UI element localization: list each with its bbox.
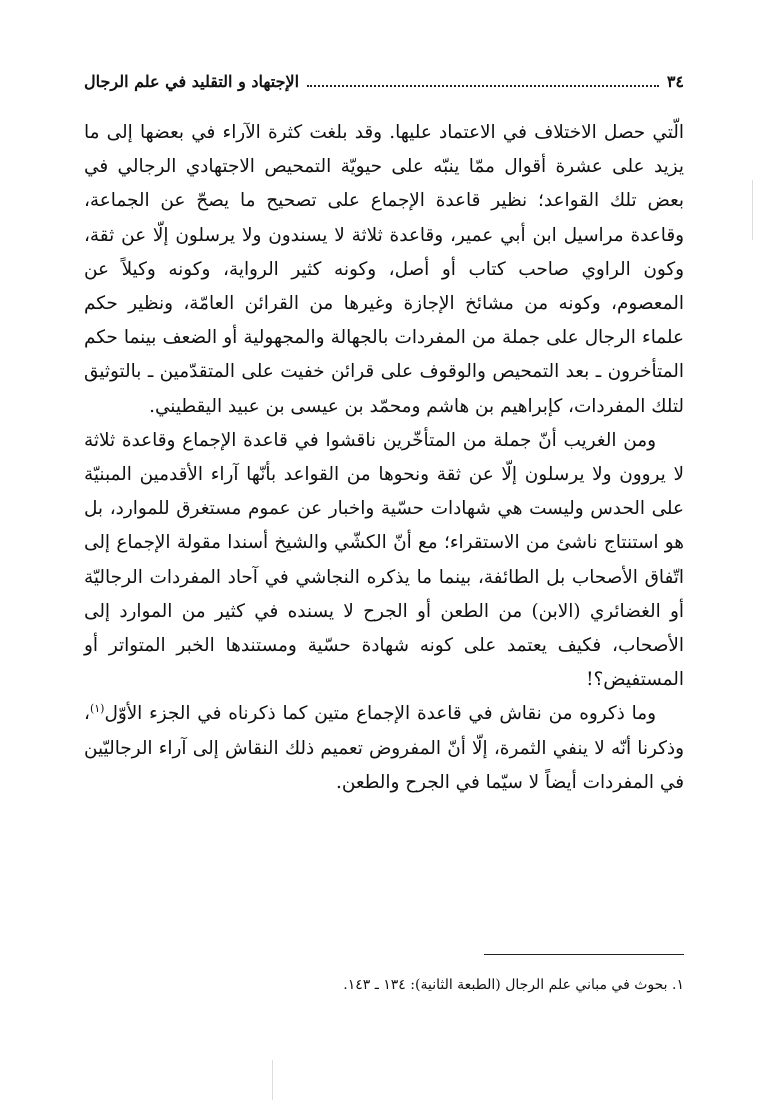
running-header bbox=[84, 68, 684, 94]
running-title: الإجتهاد و التقليد في علم الرجال bbox=[84, 71, 300, 91]
paragraph-3 bbox=[84, 697, 684, 800]
paragraph-2-text: ومن الغريب أنّ جملة من المتأخّرين ناقشوا في قاعدة الإجماع وقاعدة ثلاثة لا يروون ولا يرسلون إلّا عن ثقة ونحوها من القواعد بأنّها آراء الأقدمين المبنيّة على الحدس وليست هي شهادات حسّية واخبار عن عموم مستغرق للموارد، بل هو استنتاج ناشئ من الاستقراء؛ مع أنّ الكشّي والشيخ أسندا مقولة الإجماع إلى اتّفاق الأصحاب بل الطائفة، بينما ما يذكره النجاشي في آحاد المفردات الرجاليّة أو الغضائري (الابن) من الطعن أو الجرح لا يسنده في كثير من الموارد إلى الأصحاب، فكيف يعتمد على كونه شهادة حسّية ومستندها الخبر المتواتر أو المستفيض؟! bbox=[84, 429, 684, 691]
body-text bbox=[84, 116, 684, 800]
scan-edge-mark bbox=[752, 180, 753, 240]
footnote-text: ١. بحوث في مباني علم الرجال (الطبعة الثانية): ١٣٤ ـ ١٤٣. bbox=[343, 977, 684, 993]
header-leader-dots bbox=[307, 73, 659, 87]
page-number: ٣٤ bbox=[666, 71, 684, 91]
scan-edge-mark bbox=[272, 1060, 273, 1100]
paragraph-3-text: وما ذكروه من نقاش في قاعدة الإجماع متين كما ذكرناه في الجزء الأوّل bbox=[104, 703, 656, 725]
footnote-reference: (١) bbox=[89, 702, 105, 716]
paragraph-1 bbox=[84, 116, 684, 424]
paragraph-1-text: الّتي حصل الاختلاف في الاعتماد عليها. وقد بلغت كثرة الآراء في بعضها إلى ما يزيد على عشرة أقوال ممّا ينبّه على حيويّة التمحيص الاجتهادي الرجالي في بعض تلك القواعد؛ نظير قاعدة الإجماع على تصحيح ما يصحّ عن الجماعة، وقاعدة مراسيل ابن أبي عمير، وقاعدة ثلاثة لا يسندون ولا يرسلون إلّا عن ثقة، وكون الراوي صاحب كتاب أو أصل، وكونه كثير الرواية، وكونه وكيلاً عن المعصوم، وكونه من مشائخ الإجازة وغيرها من القرائن العامّة، ونظير حكم علماء الرجال على جملة من المفردات بالجهالة والمجهولية أو الضعف بينما حكم المتأخرون ـ بعد التمحيص والوقوف على قرائن خفيت على المتقدّمين ـ بالتوثيق لتلك المفردات، كإبراهيم بن هاشم ومحمّد بن عيسى بن عبيد اليقطيني. bbox=[84, 122, 684, 417]
paragraph-3-text-continued: ، وذكرنا أنّه لا ينفي الثمرة، إلّا أنّ المفروض تعميم ذلك النقاش إلى آراء الرجاليّين في المفردات أيضاً لا سيّما في الجرح والطعن. bbox=[84, 703, 684, 793]
paragraph-2 bbox=[84, 424, 684, 698]
footnote-separator bbox=[484, 954, 684, 955]
footnote bbox=[84, 974, 684, 996]
